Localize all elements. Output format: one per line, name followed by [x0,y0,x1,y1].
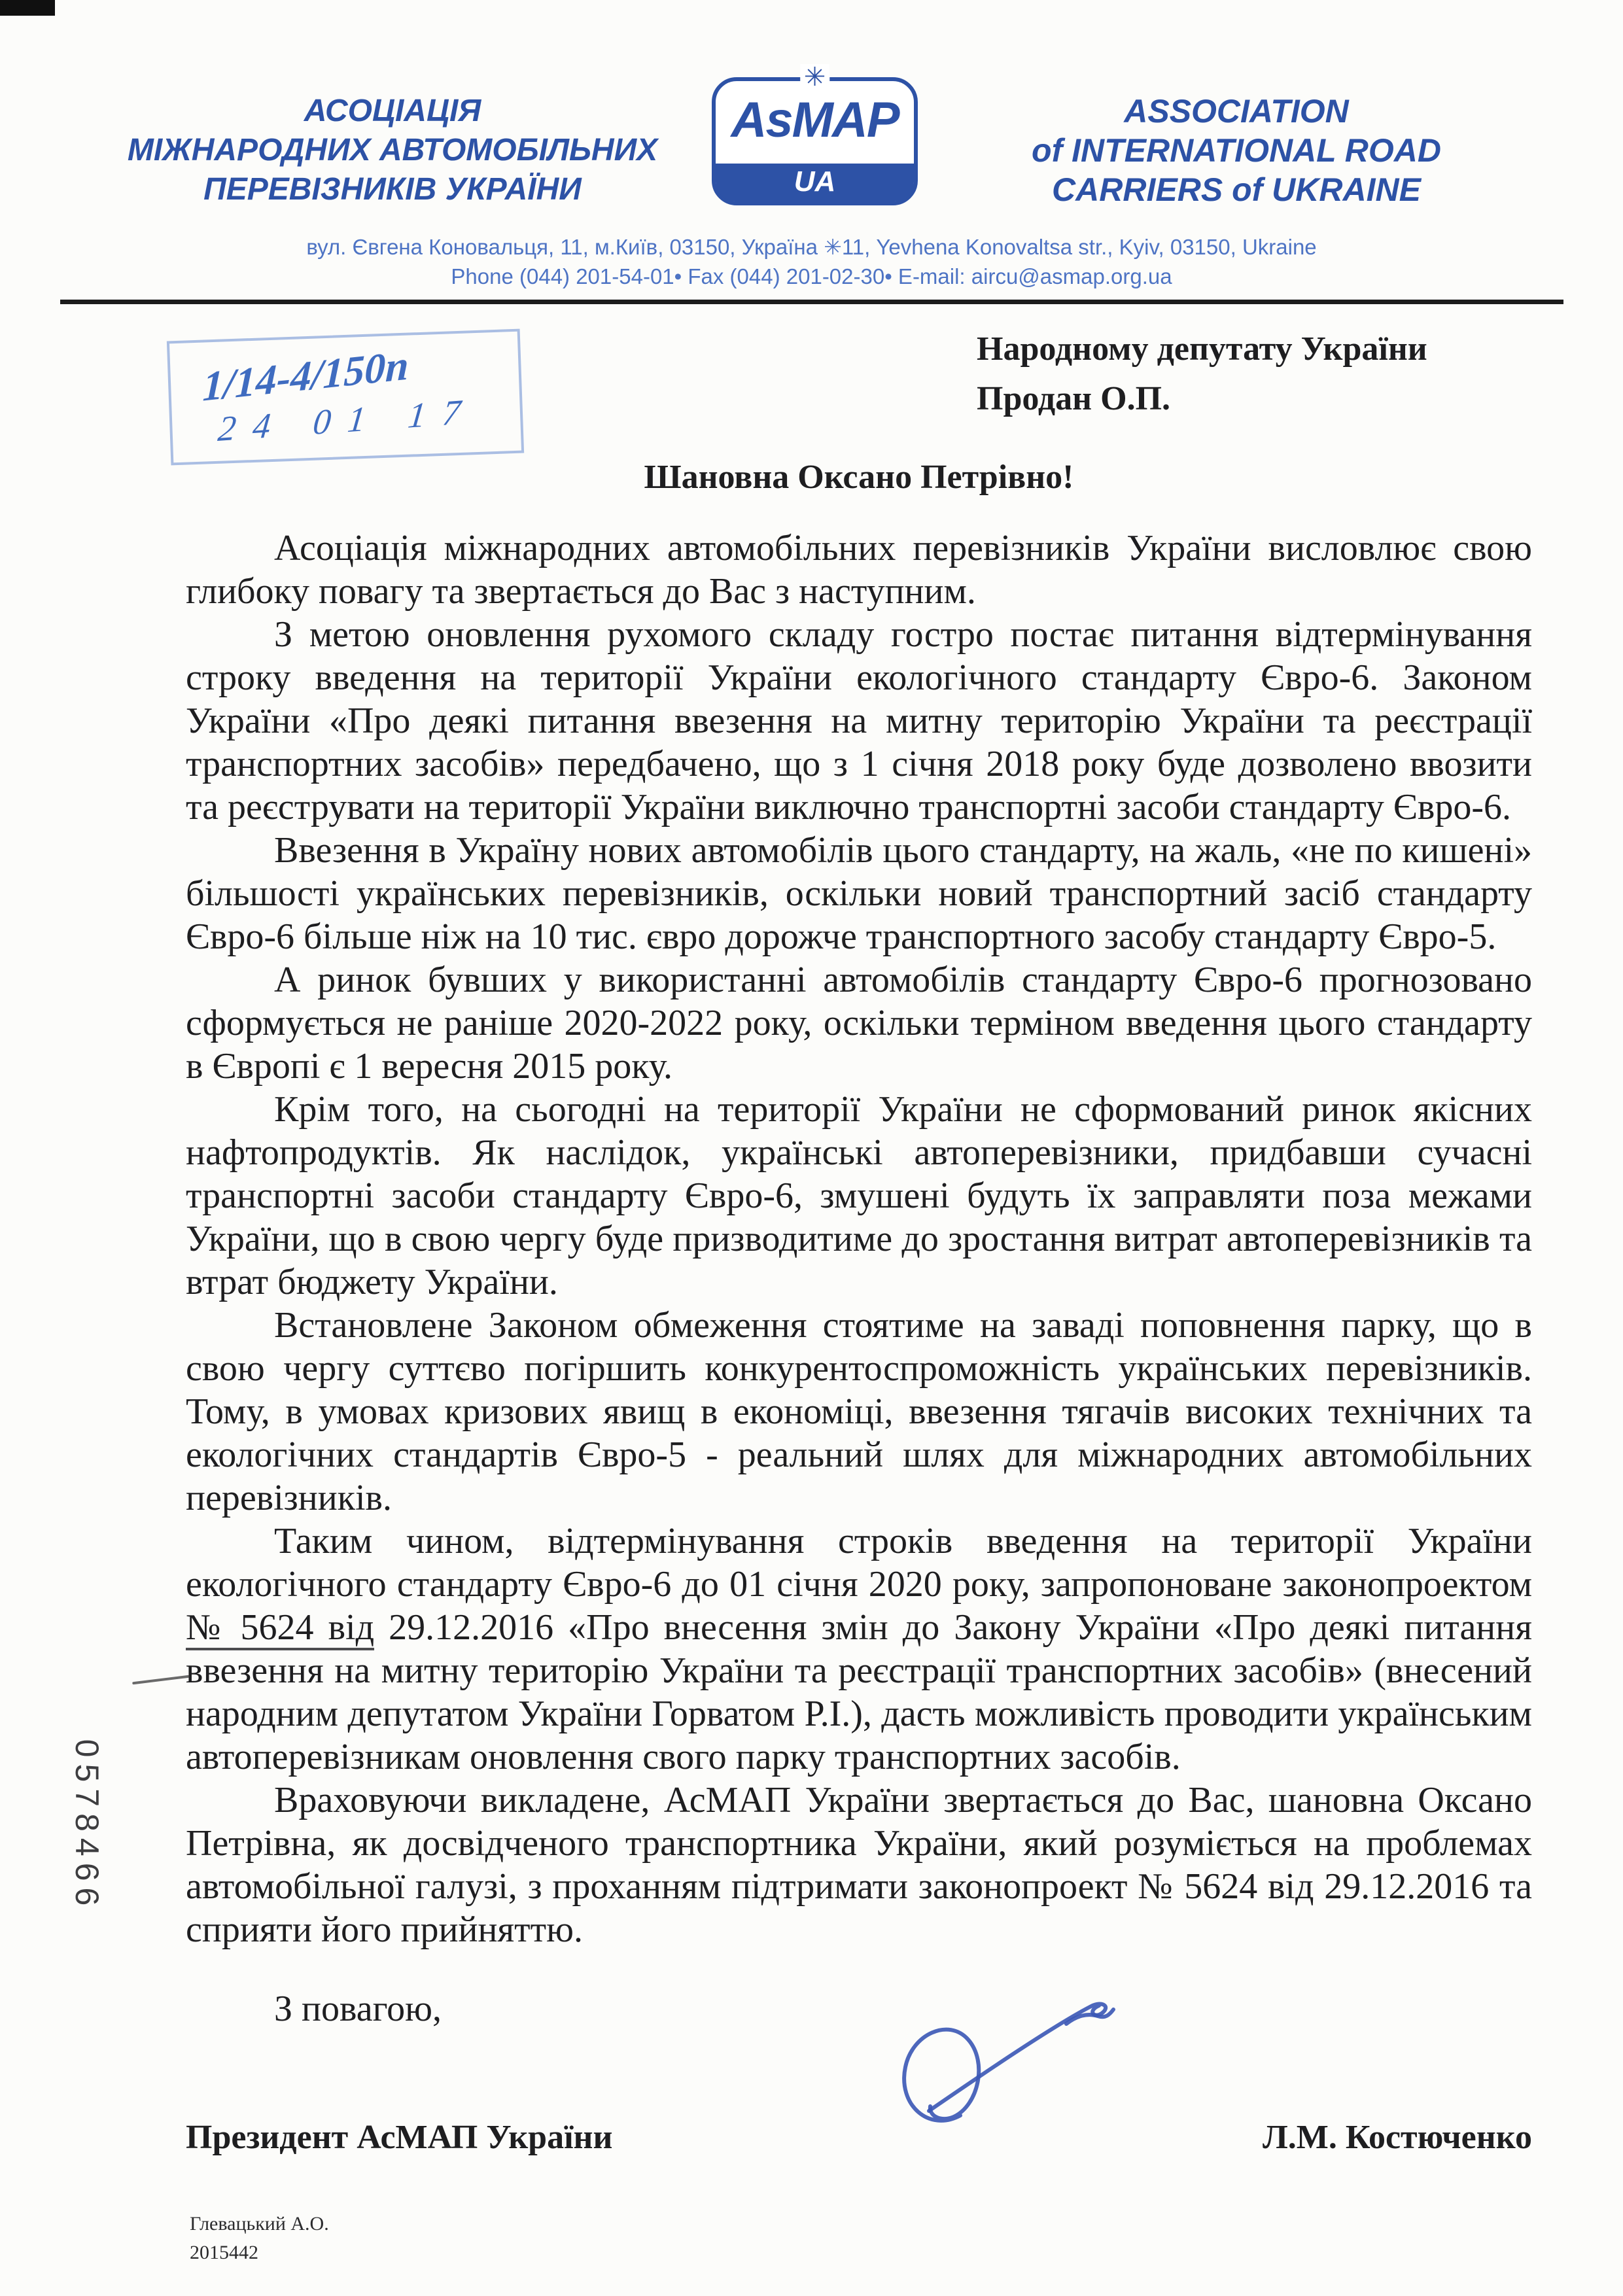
scan-artifact [0,0,55,16]
paragraph-7-pre: Таким чином, відтермінування строків введення на території України екологічного стандарту Євро-6 до 01 січня 2020 року, запропоноване законопроектом [186,1521,1532,1605]
org-en-line2: of INTERNATIONAL ROAD [1032,132,1441,169]
paragraph-7 [186,1520,1532,1779]
paragraph-2: З метою оновлення рухомого складу гостро постає питання відтермінування строку введення на території України екологічного стандарту Євро-6. Законом України «Про деякі питання ввезення на митну територію України та реєстрації транспортних засобів» передбачено, що з 1 січня 2018 року буде дозволено ввозити та реєструвати на території України виключно транспортні засоби стандарту Євро-6. [186,614,1532,827]
org-ua-line2: МІЖНАРОДНИХ АВТОМОБІЛЬНИХ [127,133,658,167]
paragraph-6: Встановлене Законом обмеження стоятиме на заваді поповнення парку, що в свою чергу суттєво погіршить конкурентоспроможність українських перевізників. Тому, в умовах кризових явищ в економіці, ввезення тягачів високих технічних та екологічних стандартів Євро-5 - реальний шлях для міжнародних автомобільних перевізників. [186,1305,1532,1518]
paragraph-1: Асоціація міжнародних автомобільних перевізників України висловлює свою глибоку повагу та звертається до Вас з наступним. [186,528,1532,612]
handwritten-signature [850,1977,1164,2140]
salutation: Шановна Оксано Петрівно! [644,459,1074,496]
paragraph-8: Враховуючи викладене, АсМАП України звертається до Вас, шановна Оксано Петрівна, як досвідченого транспортника України, який розуміється на проблемах автомобільної галузі, з проханням підтримати законопроект № 5624 від 29.12.2016 та сприяти його прийняттю. [186,1780,1532,1950]
org-address: вул. Євгена Коновальця, 11, м.Київ, 03150, Україна ✳11, Yevhena Konovaltsa str., Kyiv, 03150, Ukraine [306,235,1317,259]
paragraph-4: А ринок бувших у використанні автомобілів стандарту Євро-6 прогнозовано сформується не раніше 2020-2022 року, оскільки терміном введення цього стандарту в Європі є 1 вересня 2015 року. [186,960,1532,1087]
logo-star-icon: ✳ [800,64,830,90]
closing-phrase: З повагою, [274,1989,442,2029]
bill-number-underlined: № 5624 від [186,1607,375,1648]
org-ua-line1: АСОЦІАЦІЯ [304,94,481,128]
recipient-title: Народному депутату України [977,330,1427,368]
paragraph-5: Крім того, на сьогодні на території України не сформований ринок якісних нафтопродуктів. Як наслідок, українські автоперевізники, придбавши сучасні транспортні засоби стандарту Євро-6, змушені будуть їх заправляти поза межами України, що в свою чергу буде призводитиме до зростання витрат автоперевізників та втрат бюджету України. [186,1089,1532,1302]
signer-title: Президент АсМАП України [186,2119,613,2156]
signature-row [186,2118,1532,2157]
asmap-logo [712,62,918,205]
org-name-ukrainian [92,92,693,209]
vertical-registration-number: 0578466 [69,1739,105,1913]
org-en-line3: CARRIERS of UKRAINE [1052,171,1421,208]
paragraph-3: Ввезення в Україну нових автомобілів цього стандарту, на жаль, «не по кишені» більшості українських перевізників, оскільки новий транспортний засіб стандарту Євро-6 більше ніж на 10 тис. євро дорожче транспортного засобу стандарту Євро-5. [186,830,1532,957]
recipient-block [977,324,1427,424]
org-name-english [935,92,1537,209]
executor-code: 2015442 [190,2242,258,2263]
logo-wordmark: AsMAP [731,92,899,148]
executor-name: Глевацький А.О. [190,2213,329,2235]
org-contacts: Phone (044) 201-54-01• Fax (044) 201-02-30• E-mail: aircu@asmap.org.ua [451,264,1172,288]
signer-name: Л.М. Костюченко [1263,2119,1532,2156]
letter-body [186,527,1532,2030]
executor-block [190,2210,329,2267]
pen-margin-mark [132,1675,190,1685]
org-ua-line3: ПЕРЕВІЗНИКІВ УКРАЇНИ [203,172,582,207]
stamp-number: 1/14-4/150п [201,341,410,410]
stamp-date: 24 01 17 [216,391,480,449]
letterhead-divider [60,300,1563,304]
paragraph-7-post: 29.12.2016 «Про внесення змін до Закону України «Про деякі питання ввезення на митну територію України та реєстрації транспортних засобів» (внесений народним депутатом України Горватом Р.І.), дасть можливість проводити українським автоперевізникам оновлення свого парку транспортних засобів. [186,1607,1532,1777]
logo-country-bar: UA [716,164,914,201]
registration-stamp [167,329,524,466]
org-en-line1: ASSOCIATION [1124,93,1349,130]
recipient-name: Продан О.П. [977,380,1171,417]
